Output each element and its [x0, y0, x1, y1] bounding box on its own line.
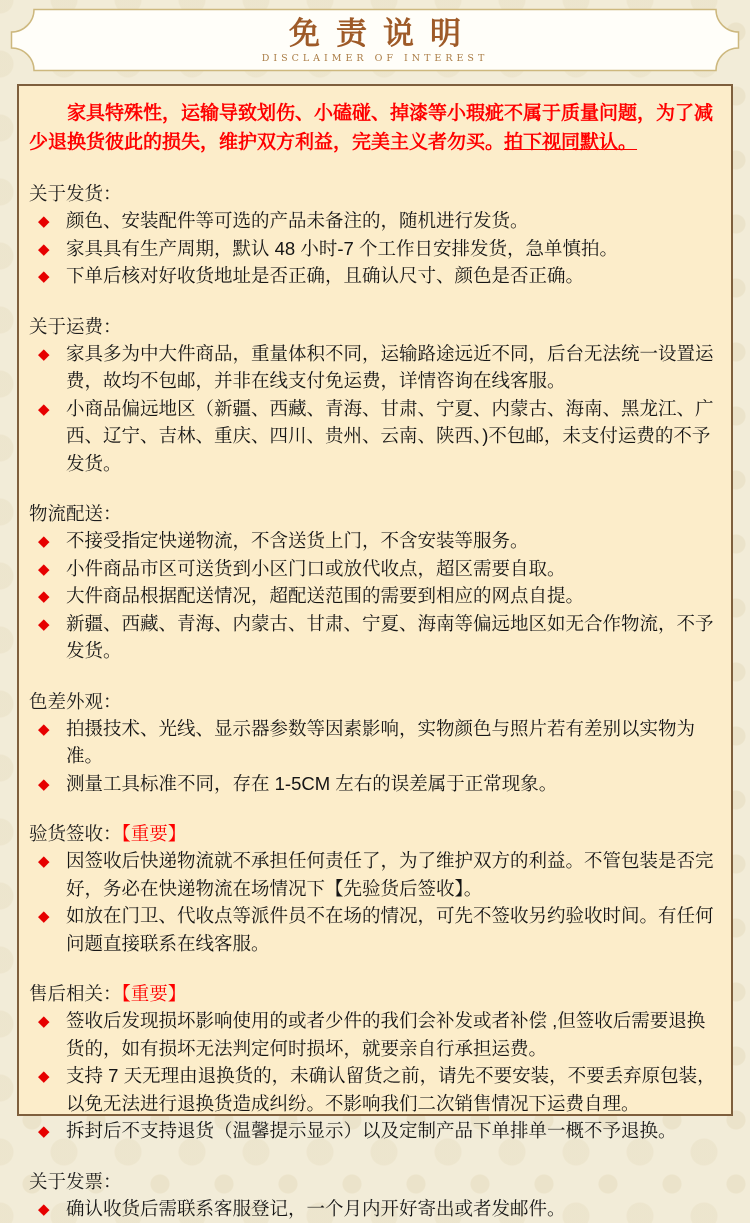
diamond-bullet-icon: ◆ — [38, 583, 50, 611]
diamond-bullet-icon: ◆ — [38, 716, 50, 744]
list-item-text: 小商品偏远地区（新疆、西藏、青海、甘肃、宁夏、内蒙古、海南、黑龙江、广西、辽宁、吉林、重庆、四川、贵州、云南、陕西、)不包邮，未支付运费的不予发货。 — [66, 398, 714, 474]
list-item-text: 因签收后快递物流就不承担任何责任了，为了维护双方的利益。不管包装是否完好，务必在快递物流在场情况下【先验货后签收】。 — [66, 850, 714, 899]
section-item-list — [29, 1007, 719, 1145]
diamond-bullet-icon: ◆ — [38, 1118, 50, 1146]
section-heading — [29, 313, 719, 340]
section-heading — [29, 688, 719, 715]
list-item — [29, 527, 719, 555]
section-important-tag: 【重要】 — [122, 823, 187, 844]
diamond-bullet-icon: ◆ — [38, 1196, 50, 1223]
intro-text: 家具特殊性，运输导致划伤、小磕碰、掉漆等小瑕疵不属于质量问题，为了减少退换货彼此的损失，维护双方利益，完美主义者勿买。 — [29, 103, 713, 153]
policy-section — [29, 180, 719, 290]
list-item-text: 不接受指定快递物流，不含送货上门，不含安装等服务。 — [66, 530, 529, 551]
list-item-text: 测量工具标准不同，存在 1-5CM 左右的误差属于正常现象。 — [66, 773, 557, 794]
list-item-text: 下单后核对好收货地址是否正确，且确认尺寸、颜色是否正确。 — [66, 265, 584, 286]
section-item-list — [29, 340, 719, 478]
list-item — [29, 262, 719, 290]
page-title: 免责说明 — [273, 17, 477, 51]
section-item-list — [29, 715, 719, 798]
list-item — [29, 847, 719, 902]
diamond-bullet-icon: ◆ — [38, 848, 50, 876]
section-important-tag: 【重要】 — [122, 983, 187, 1004]
list-item-text: 确认收货后需联系客服登记，一个月内开好寄出或者发邮件。 — [66, 1198, 566, 1219]
section-heading-label: 关于发货： — [29, 183, 122, 204]
policy-section — [29, 1168, 719, 1223]
section-heading — [29, 1168, 719, 1195]
list-item — [29, 1195, 719, 1223]
policy-section — [29, 688, 719, 798]
sections-container — [29, 180, 719, 1222]
section-heading-label: 物流配送： — [29, 503, 122, 524]
diamond-bullet-icon: ◆ — [38, 1063, 50, 1091]
list-item — [29, 340, 719, 395]
policy-section — [29, 820, 719, 957]
list-item — [29, 207, 719, 235]
section-heading — [29, 500, 719, 527]
list-item-text: 支持 7 天无理由退换货的，未确认留货之前，请先不要安装，不要丢弃原包装，以免无法进行退换货造成纠纷。不影响我们二次销售情况下运费自理。 — [66, 1065, 716, 1114]
list-item — [29, 1062, 719, 1117]
diamond-bullet-icon: ◆ — [38, 396, 50, 424]
list-item — [29, 582, 719, 610]
diamond-bullet-icon: ◆ — [38, 1008, 50, 1036]
section-heading-label: 关于发票： — [29, 1171, 122, 1192]
section-heading-label: 关于运费： — [29, 316, 122, 337]
diamond-bullet-icon: ◆ — [38, 556, 50, 584]
intro-underlined-text: 拍下视同默认。 — [504, 132, 637, 153]
section-item-list — [29, 527, 719, 665]
diamond-bullet-icon: ◆ — [38, 208, 50, 236]
list-item — [29, 770, 719, 798]
policy-section — [29, 500, 719, 665]
section-heading-label: 色差外观： — [29, 691, 122, 712]
section-heading-label: 验货签收： — [29, 823, 122, 844]
intro-paragraph — [29, 99, 719, 157]
list-item — [29, 235, 719, 263]
list-item-text: 家具多为中大件商品，重量体积不同，运输路途远近不同，后台无法统一设置运费，故均不包邮，并非在线支付免运费，详情咨询在线客服。 — [66, 343, 714, 392]
list-item-text: 家具具有生产周期，默认 48 小时-7 个工作日安排发货，急单慎拍。 — [66, 238, 618, 259]
diamond-bullet-icon: ◆ — [38, 528, 50, 556]
list-item — [29, 1117, 719, 1145]
list-item-text: 拍摄技术、光线、显示器参数等因素影响，实物颜色与照片若有差别以实物为准。 — [66, 718, 695, 767]
diamond-bullet-icon: ◆ — [38, 611, 50, 639]
list-item — [29, 395, 719, 478]
section-item-list — [29, 1195, 719, 1223]
list-item-text: 颜色、安装配件等可选的产品未备注的，随机进行发货。 — [66, 210, 529, 231]
list-item — [29, 1007, 719, 1062]
policy-section — [29, 313, 719, 478]
list-item-text: 新疆、西藏、青海、内蒙古、甘肃、宁夏、海南等偏远地区如无合作物流，不予发货。 — [66, 613, 714, 662]
header-plaque — [10, 8, 740, 72]
list-item-text: 大件商品根据配送情况，超配送范围的需要到相应的网点自提。 — [66, 585, 584, 606]
section-heading — [29, 820, 719, 847]
diamond-bullet-icon: ◆ — [38, 903, 50, 931]
diamond-bullet-icon: ◆ — [38, 236, 50, 264]
section-heading — [29, 180, 719, 207]
policy-section — [29, 980, 719, 1145]
list-item — [29, 715, 719, 770]
page-subtitle: DISCLAIMER OF INTEREST — [262, 53, 489, 64]
section-heading-label: 售后相关： — [29, 983, 122, 1004]
section-item-list — [29, 847, 719, 957]
diamond-bullet-icon: ◆ — [38, 263, 50, 291]
header-titles — [10, 8, 740, 72]
list-item — [29, 902, 719, 957]
diamond-bullet-icon: ◆ — [38, 341, 50, 369]
diamond-bullet-icon: ◆ — [38, 771, 50, 799]
section-heading — [29, 980, 719, 1007]
section-item-list — [29, 207, 719, 290]
disclaimer-panel — [17, 84, 733, 1116]
list-item-text: 拆封后不支持退货（温馨提示显示）以及定制产品下单排单一概不予退换。 — [66, 1120, 677, 1141]
list-item — [29, 610, 719, 665]
list-item-text: 小件商品市区可送货到小区门口或放代收点，超区需要自取。 — [66, 558, 566, 579]
list-item-text: 如放在门卫、代收点等派件员不在场的情况，可先不签收另约验收时间。有任何问题直接联系在线客服。 — [66, 905, 714, 954]
list-item — [29, 555, 719, 583]
list-item-text: 签收后发现损坏影响使用的或者少件的我们会补发或者补偿 ,但签收后需要退换货的，如有损坏无法判定何时损坏，就要亲自行承担运费。 — [66, 1010, 705, 1059]
